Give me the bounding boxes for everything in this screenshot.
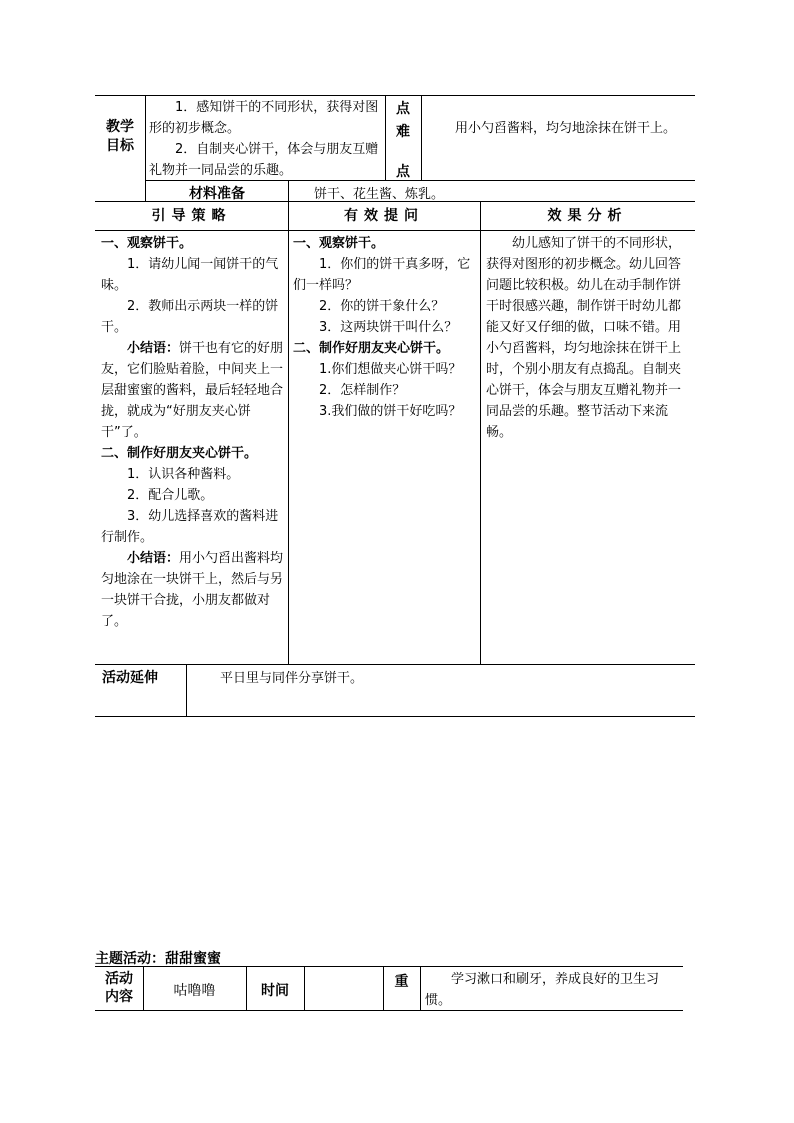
analysis-text [486,233,691,443]
question-item: 1．你们的饼干真多呀，它们一样吗？ [293,257,471,293]
strategy-section-title: 一、观察饼干。 [101,236,193,251]
activity-name: 咕噜噜 [173,983,216,999]
strategy-summary [101,338,284,443]
rule [288,180,289,664]
rule [145,95,146,201]
key-text-bottom [425,969,679,1011]
summary-text: 饼干也有它的好朋友，它们脸贴着脸，中间夹上一层甜蜜蜜的酱料，最后轻轻地合拢，就成为“好朋友夹心饼干”了。 [101,341,284,440]
key-nan: 难 [396,124,410,140]
goal-item: 2．自制夹心饼干，体会与朋友互赠礼物并一同品尝的乐趣。 [149,142,379,178]
rule [420,966,421,1010]
theme-title: 主题活动：甜甜蜜蜜 [95,951,221,967]
materials-label: 材料准备 [189,186,245,202]
goals-label-line2: 目标 [106,138,134,154]
rule [304,966,305,1010]
question-item: 2．你的饼干象什么？ [319,299,445,314]
rule [95,716,695,717]
question-item: 2．怎样制作？ [319,383,406,398]
rule [95,966,683,967]
key-text: 用小勺舀酱料，均匀地涂抹在饼干上。 [455,121,677,136]
extension-label: 活动延伸 [102,670,158,686]
analysis-paragraph: 幼儿感知了饼干的不同形状，获得对图形的初步概念。幼儿回答问题比较积极。幼儿在动手制作饼干时很感兴趣，制作饼干时幼儿都能又好又仔细的做，口味不错。用小勺舀酱料，均匀地涂抹在饼干上时，个别小朋友有点捣乱。自制夹心饼干，体会与朋友互赠礼物并一同品尝的乐趣。整节活动下来流畅。 [486,236,682,440]
question-item: 1.你们想做夹心饼干吗？ [319,362,462,377]
key-text-paragraph: 学习漱口和刷牙，养成良好的卫生习惯。 [425,972,660,1008]
strategy-item: 3．幼儿选择喜欢的酱料进行制作。 [101,509,279,545]
strategy-column [101,233,284,632]
header-analysis: 效果分析 [547,208,628,224]
activity-label-line2: 内容 [105,989,133,1005]
summary-text: 用小勺舀出酱料均匀地涂在一块饼干上，然后与另一块饼干合拢，小朋友都做对了。 [101,551,284,629]
goals-label [100,118,140,156]
key-label: 重 [394,974,409,990]
strategy-item: 2．教师出示两块一样的饼干。 [101,299,279,335]
strategy-summary [101,548,284,632]
rule [95,664,695,665]
question-item: 3.我们做的饼干好吃吗？ [319,404,462,419]
time-label: 时间 [261,983,289,999]
goals-list [149,97,383,181]
strategy-item: 1．认识各种酱料。 [127,467,240,482]
rule [95,230,695,231]
strategy-item: 2．配合儿歌。 [127,488,214,503]
rule [480,201,481,664]
key-dian-top: 点 [396,101,410,117]
questions-column [293,233,477,422]
summary-label: 小结语： [127,341,180,356]
key-dian-bottom: 点 [396,164,410,180]
rule [421,95,422,180]
question-item: 3．这两块饼干叫什么？ [319,320,458,335]
questions-section-title: 二、制作好朋友夹心饼干。 [293,341,450,356]
strategy-section-title: 二、制作好朋友夹心饼干。 [101,446,258,461]
header-strategy: 引导策略 [151,208,232,224]
questions-section-title: 一、观察饼干。 [293,236,385,251]
strategy-item: 1．请幼儿闻一闻饼干的气味。 [101,257,279,293]
extension-text: 平日里与同伴分享饼干。 [220,671,364,686]
summary-label: 小结语： [127,551,180,566]
goal-item: 1．感知饼干的不同形状，获得对图形的初步概念。 [149,100,379,136]
goals-label-line1: 教学 [106,119,134,135]
activity-label-line1: 活动 [105,971,133,987]
materials-text: 饼干、花生酱、炼乳。 [314,187,445,202]
rule [186,664,187,716]
header-questions: 有效提问 [344,208,424,224]
rule [95,95,695,96]
activity-content-label [95,970,143,1006]
